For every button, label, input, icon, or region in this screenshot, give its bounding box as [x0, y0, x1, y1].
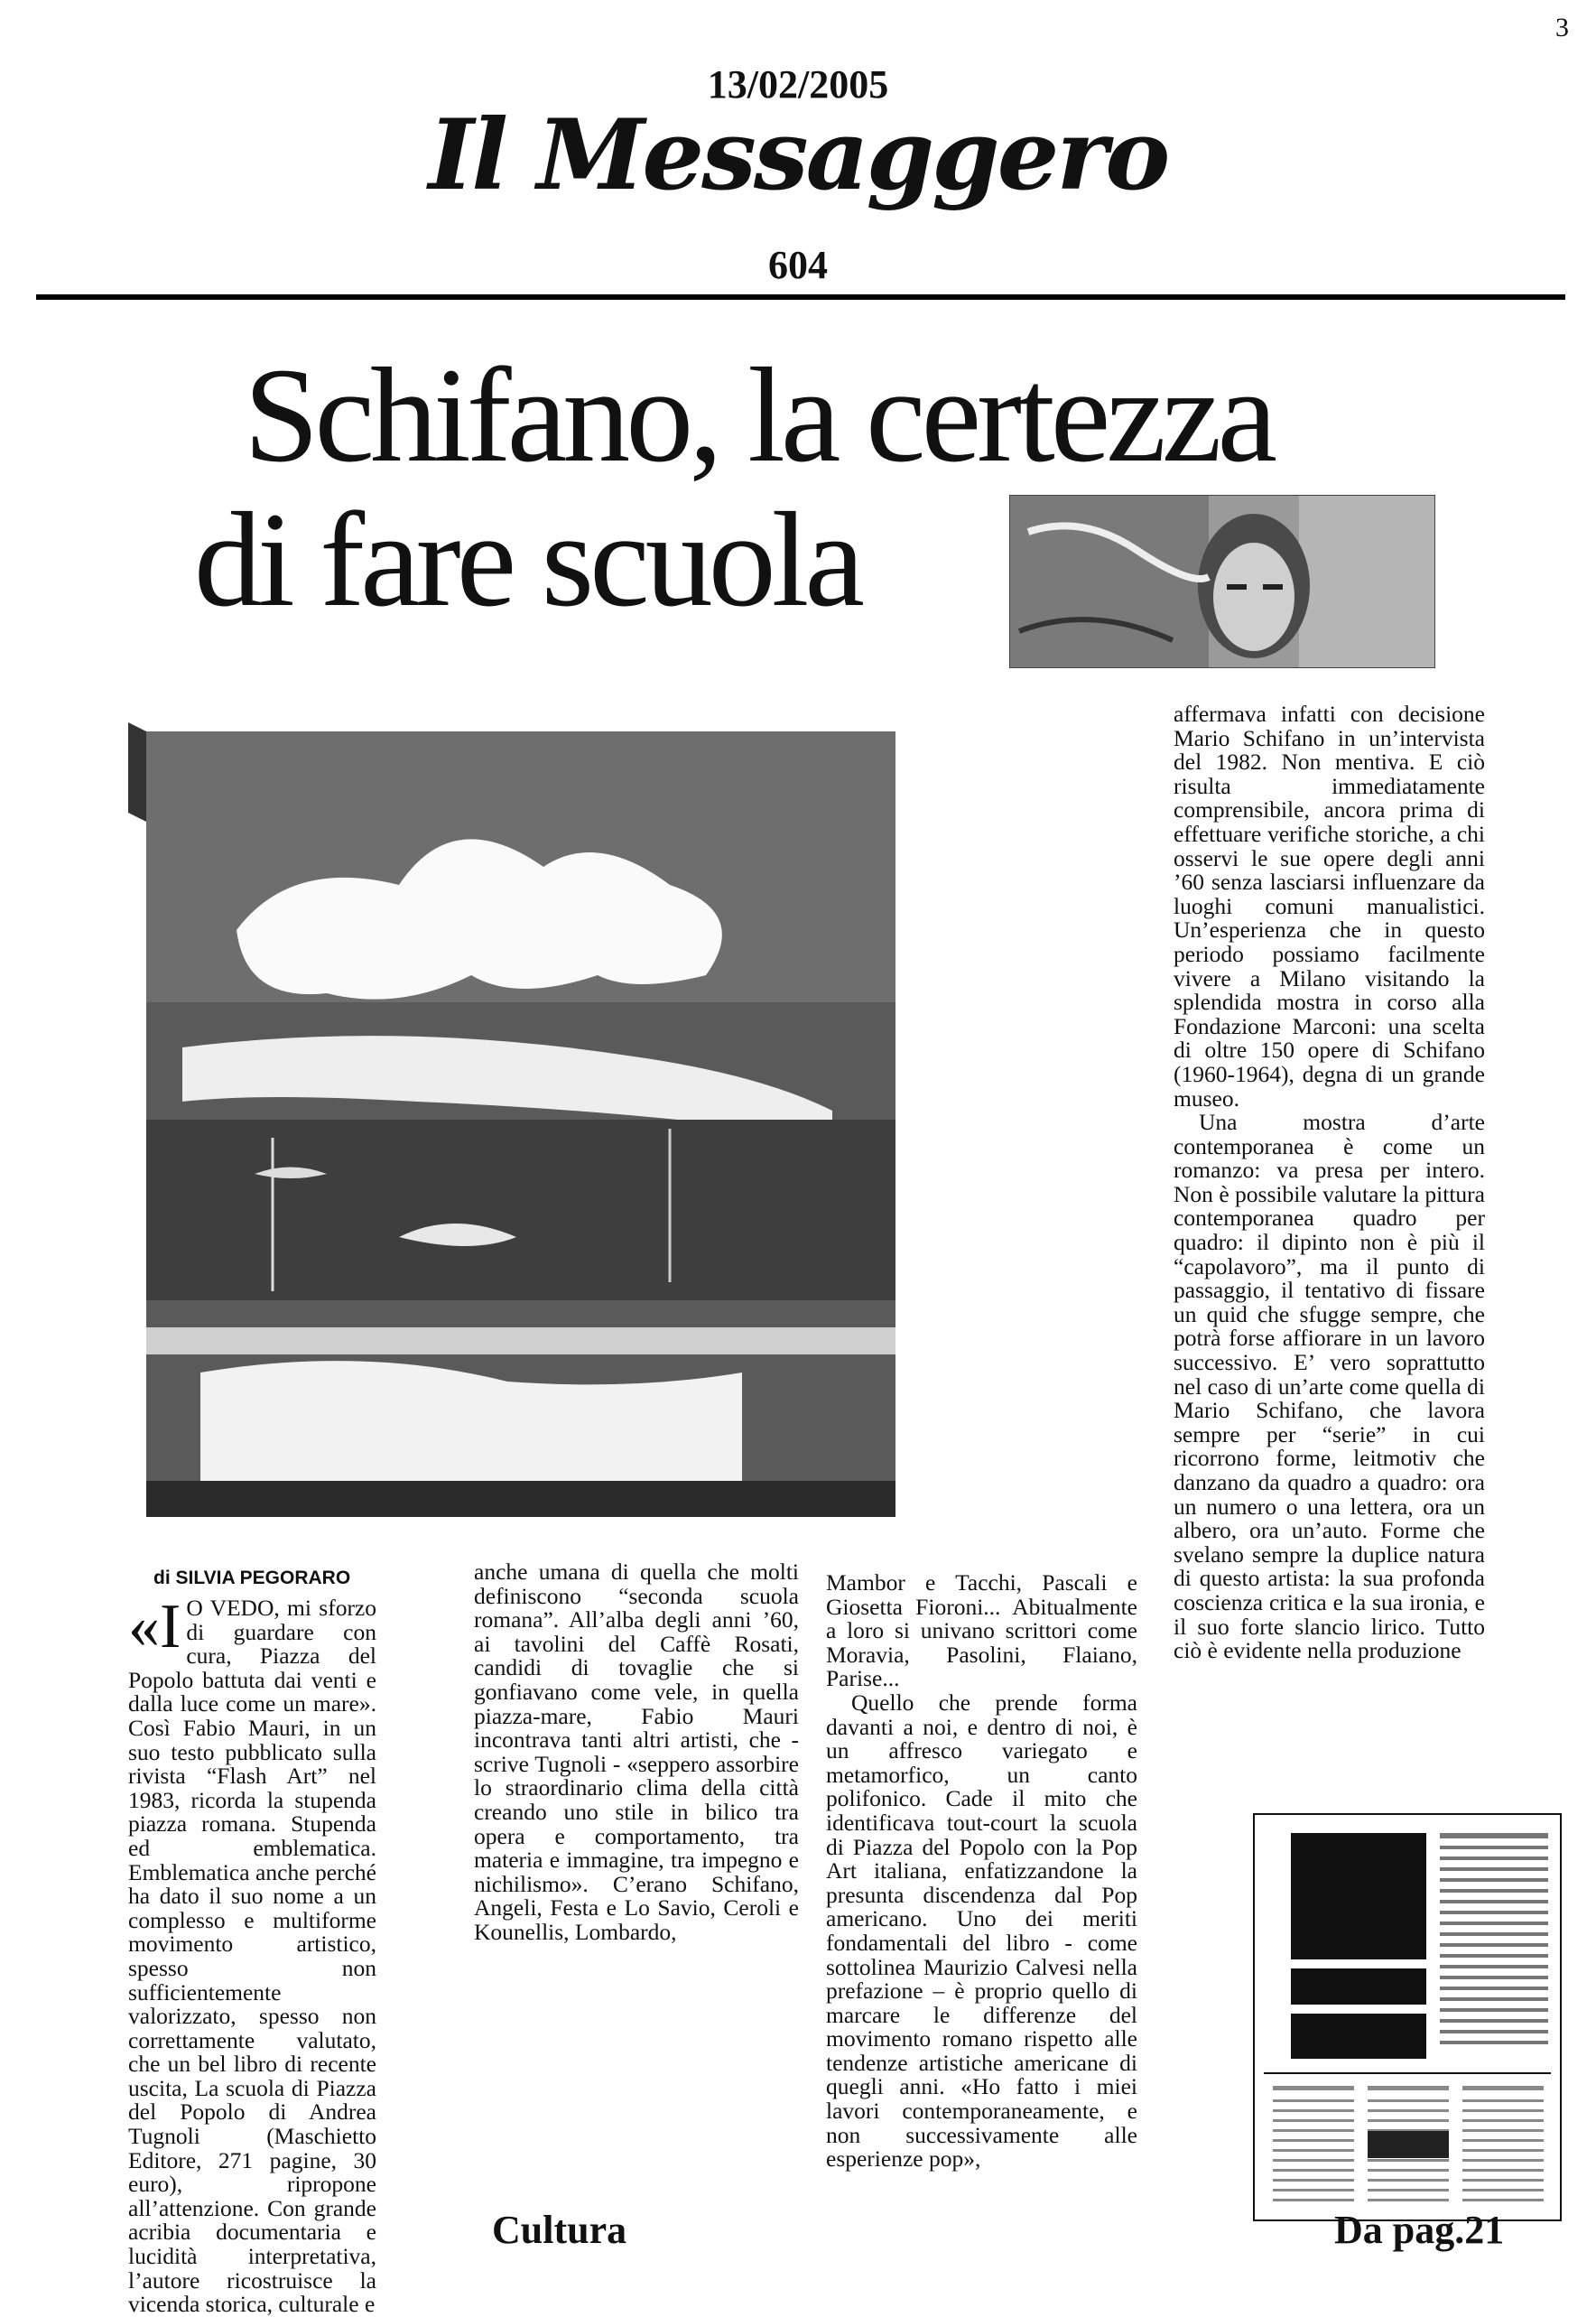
column-4-paragraph-2: Una mostra d’arte contemporanea è come un romanzo: va presa per intero. Non è possibile valutare la pittura contemporanea quadro per quadro: il dipinto non è più il “capolavoro”, ma il punto di passaggio, il tentativo di fissare un quid che sfugge sempre, che potrà forse affiorare in un lavoro successivo. E’ vero soprattutto nel caso di un’arte come quella di Mario Schifano, che lavora sempre per “serie” in cui ricorrono forme, leitmotiv che danzano da quadro a quadro: ora un numero o una lettera, ora un albero, ora un’auto. Forme che svelano sempre la duplice natura di questo artista: la sua profonda coscienza critica e la sua ironia, e il suo forte slancio lirico. Tutto ciò è evidente nella produzione [1174, 1109, 1485, 1664]
article-column-2 [474, 1560, 799, 1945]
article-byline: di SILVIA PEGORARO [153, 1568, 351, 1588]
page-reference: Da pag.21 [1334, 2208, 1505, 2252]
artist-portrait-photo [1009, 495, 1435, 668]
publication-date: 13/02/2005 [707, 62, 889, 107]
article-column-4 [1174, 703, 1485, 1663]
headline-line-1: Schifano, la certezza [244, 340, 1274, 490]
column-1-text: O VEDO, mi sforzo di guardare con cura, Piazza del Popolo battuta dai venti e dalla luce come un mare». Così Fabio Mauri, in un suo testo pubblicato sulla rivista “Flash Art” nel 1983, ricorda la stupenda piazza romana. Stupenda ed emblematica. Emblematica anche perché ha dato il suo nome a un complesso e multiforme movimento artistico, spesso non sufficientemente valorizzato, spesso non correttamente valutato, che un bel libro di recente uscita, La scuola di Piazza del Popolo di Andrea Tugnoli (Maschietto Editore, 271 pagine, 30 euro), ripropone all’attenzione. Con grande acribia documentaria e lucidità interpretativa, l’autore ricostruisce la vicenda storica, culturale e [128, 1595, 376, 2317]
column-4-paragraph-1: affermava infatti con decisione Mario Schifano in un’intervista del 1982. Non mentiva. E ciò risulta immediatamente comprensibile, ancora prima di effettuare verifiche storiche, a chi osservi le sue opere degli anni ’60 senza lasciarsi influenzare da luoghi comuni manualistici. Un’esperienza che in questo periodo possiamo facilmente vivere a Milano visitando la splendida mostra in corso alla Fondazione Marconi: una scelta di oltre 150 opere di Schifano (1960-1964), degna di un grande museo. [1174, 701, 1485, 1112]
article-column-3 [826, 1571, 1137, 2172]
article-column-1 [128, 1592, 376, 2317]
column-2-text: anche umana di quella che molti definiscono “seconda scuola romana”. All’alba degli anni ’60, ai tavolini del Caffè Rosati, candidi di tovaglie che si gonfiavano come vele, in quella piazza-mare, Fabio Mauri incontrava tanti altri artisti, che - scrive Tugnoli - «seppero assorbire lo straordinario clima della città creando uno stile in bilico tra opera e comportamento, tra materia e immagine, tra impegno e nichilismo». C’erano Schifano, Angeli, Festa e Lo Savio, Ceroli e Kounellis, Lombardo, [474, 1559, 799, 1945]
header-divider [36, 294, 1565, 300]
newspaper-masthead: Il Messaggero [428, 98, 1168, 212]
issue-number: 604 [768, 243, 828, 287]
section-label: Cultura [492, 2208, 627, 2252]
column-3-paragraph-2: Quello che prende forma davanti a noi, e dentro di noi, è un affresco variegato e metamorfico, un canto polifonico. Cade il mito che identificava tout-court la scuola di Piazza del Popolo con la Pop Art italiana, enfatizzandone la presunta discendenza dal Pop americano. Uno dei meriti fondamentali del libro - come sottolinea Maurizio Calvesi nella prefazione – è proprio quello di marcare le differenze del movimento romano rispetto alle tendenze artistiche americane di quegli anni. «Ho fatto i miei lavori contemporaneamente, e non successivamente alle esperienze pop», [826, 1689, 1137, 2173]
page-thumbnail [1253, 1813, 1562, 2221]
drop-cap: «I [128, 1592, 181, 1661]
headline-line-2: di fare scuola [194, 485, 860, 635]
column-3-paragraph-1: Mambor e Tacchi, Pascali e Giosetta Fioroni... Abitualmente a loro si univano scrittori come Moravia, Pasolini, Flaiano, Parise... [826, 1569, 1137, 1692]
page-number: 3 [1555, 13, 1569, 42]
schifano-painting-image [128, 704, 906, 1535]
